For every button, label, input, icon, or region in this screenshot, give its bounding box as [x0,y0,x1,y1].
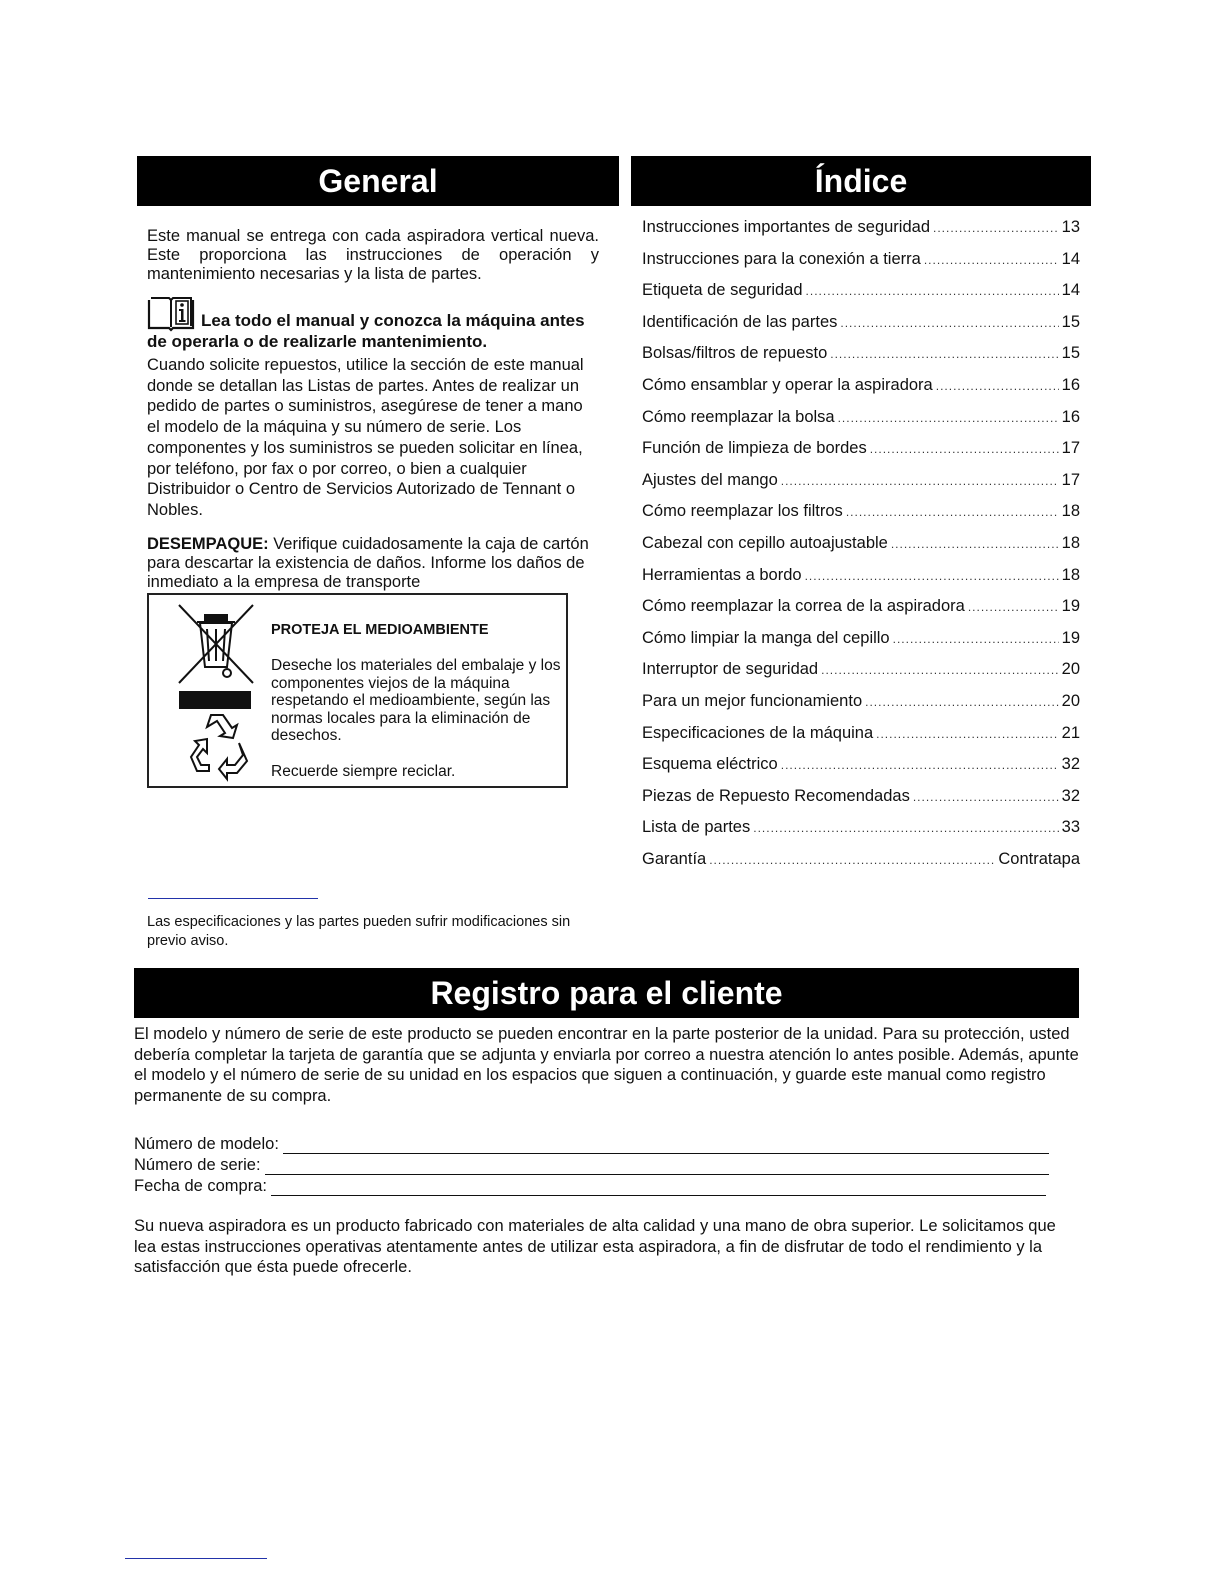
toc-entry[interactable] [642,718,1080,750]
toc-page: Contratapa [998,849,1080,868]
toc-entry[interactable] [642,275,1080,307]
unpack-label: DESEMPAQUE: [147,535,269,553]
general-heading: General [137,156,619,206]
model-number-field[interactable] [134,1134,1049,1154]
toc-label: Lista de partes [642,818,751,837]
toc-label: Especificaciones de la máquina [642,723,874,742]
toc-entry[interactable] [642,781,1080,813]
toc-page: 17 [1061,439,1080,458]
environment-body: Deseche los materiales del embalaje y los componentes viejos de la máquina respetando el medioambiente, según las normas locales para la eliminación de desechos. [271,657,561,744]
toc-label: Bolsas/filtros de repuesto [642,344,828,363]
toc-leader [753,813,1058,845]
toc-leader [936,371,1059,403]
parts-paragraph: Cuando solicite repuestos, utilice la sección de este manual donde se detallan las Listas de partes. Antes de realizar un pedido de partes o suministros, asegúrese de tener a mano el modelo de la máquina y su número de serie. Los componentes y los suministros se pueden solicitar en línea, por teléfono, por fax o por correo, o bien a cualquier Distribuidor o Centro de Servicios Autorizado de Tennant o Nobles. [147,356,584,519]
toc-leader [806,276,1059,308]
unpack-paragraph [147,535,599,592]
toc-leader [865,687,1059,719]
toc-entry[interactable] [642,338,1080,370]
unpack-text: Verifique cuidadosamente la caja de cartón para descartar la existencia de daños. Informe los daños de inmediato a la empresa de transporte [147,535,589,591]
toc-leader [781,466,1059,498]
purchase-date-field[interactable] [134,1176,1046,1196]
toc-page: 33 [1061,818,1080,837]
toc-label: Cómo reemplazar los filtros [642,502,843,521]
toc-label: Identificación de las partes [642,312,838,331]
toc-page: 20 [1061,691,1080,710]
toc-leader [870,434,1059,466]
toc-entry[interactable] [642,528,1080,560]
toc-page: 14 [1061,249,1080,268]
purchase-date-label: Fecha de compra: [134,1177,267,1195]
toc-page: 19 [1061,597,1080,616]
model-number-line[interactable] [283,1139,1049,1154]
environment-recycle: Recuerde siempre reciclar. [271,763,456,780]
model-number-label: Número de modelo: [134,1135,279,1153]
toc-label: Cómo reemplazar la bolsa [642,407,835,426]
toc-label: Garantía [642,849,707,868]
toc-page: 18 [1061,565,1080,584]
toc-leader [846,497,1059,529]
toc-page: 15 [1061,344,1080,363]
footnote-divider [148,898,318,899]
toc-label: Cómo reemplazar la correa de la aspiradora [642,597,965,616]
general-intro: Este manual se entrega con cada aspiradora vertical nueva. Este proporciona las instrucciones de operación y mantenimiento necesarias y la lista de partes. [147,227,599,283]
registro-text: El modelo y número de serie de este producto se pueden encontrar en la parte posterior de la unidad. Para su protección, usted debería completar la tarjeta de garantía que se adjunta y enviarla por correo a nuestra atención lo antes posible. Además, apunte el modelo y el número de serie de su unidad en los espacios que siguen a continuación, y guarde este manual como registro permanente de su compra. [134,1025,1079,1106]
toc-leader [968,592,1059,624]
toc-label: Función de limpieza de bordes [642,439,867,458]
environment-icons [177,603,257,783]
toc-page: 14 [1061,281,1080,300]
crossed-bin-icon [179,605,253,683]
toc-leader [933,213,1059,245]
toc-entry[interactable] [642,370,1080,402]
toc-entry[interactable] [642,591,1080,623]
toc-entry[interactable] [642,812,1080,844]
registro-heading: Registro para el cliente [134,968,1079,1018]
toc-label: Interruptor de seguridad [642,660,819,679]
toc-page: 16 [1061,375,1080,394]
toc-label: Instrucciones para la conexión a tierra [642,249,921,268]
toc-leader [913,782,1059,814]
toc-leader [821,655,1059,687]
toc-page: 13 [1061,218,1080,236]
serial-number-field[interactable] [134,1155,1049,1175]
index-heading: Índice [631,156,1091,206]
toc-page: 20 [1061,660,1080,679]
toc-entry[interactable] [642,212,1080,244]
toc-page: 32 [1061,755,1080,774]
toc-leader [840,308,1058,340]
recycle-icon [191,715,247,779]
toc-leader [709,845,995,877]
toc-page: 32 [1061,786,1080,805]
toc-label: Para un mejor funcionamiento [642,691,863,710]
serial-number-label: Número de serie: [134,1156,261,1174]
purchase-date-line[interactable] [271,1181,1046,1196]
bottom-divider [125,1558,267,1559]
toc-leader [891,529,1059,561]
toc-leader [805,561,1059,593]
toc-entry[interactable] [642,560,1080,592]
toc-label: Cabezal con cepillo autoajustable [642,533,888,552]
toc-entry[interactable] [642,402,1080,434]
toc-label: Piezas de Repuesto Recomendadas [642,786,910,805]
toc-page: 16 [1061,407,1080,426]
toc-entry[interactable] [642,686,1080,718]
toc-label: Cómo ensamblar y operar la aspiradora [642,375,933,394]
toc-entry[interactable] [642,433,1080,465]
toc-entry[interactable] [642,465,1080,497]
toc-label: Ajustes del mango [642,470,778,489]
read-notice-text: Lea todo el manual y conozca la máquina antes de operarla o de realizarle mantenimiento. [147,311,585,351]
environment-box [147,593,568,788]
toc-page: 18 [1061,502,1080,521]
toc-page: 15 [1061,312,1080,331]
toc-leader [830,339,1058,371]
serial-number-line[interactable] [265,1160,1049,1175]
table-of-contents [642,212,1080,875]
toc-label: Esquema eléctrico [642,755,778,774]
toc-leader [893,624,1059,656]
toc-page: 19 [1061,628,1080,647]
book-info-icon [147,294,195,332]
read-manual-notice [147,294,602,352]
toc-leader [924,245,1059,277]
footnote: Las especificaciones y las partes pueden sufrir modificaciones sin previo aviso. [147,914,571,949]
toc-leader [781,750,1059,782]
toc-page: 18 [1061,533,1080,552]
toc-entry[interactable] [642,307,1080,339]
toc-entry[interactable] [642,844,1080,876]
toc-entry[interactable] [642,623,1080,655]
toc-entry[interactable] [642,749,1080,781]
toc-page: 17 [1061,470,1080,489]
toc-label: Instrucciones importantes de seguridad [642,218,930,236]
environment-title: PROTEJA EL MEDIOAMBIENTE [271,622,489,638]
toc-label: Herramientas a bordo [642,565,802,584]
toc-entry[interactable] [642,244,1080,276]
toc-leader [838,403,1059,435]
closing-paragraph: Su nueva aspiradora es un producto fabricado con materiales de alta calidad y una mano de obra superior. Le solicitamos que lea estas instrucciones operativas atentamente antes de utilizar esta aspiradora, a fin de disfrutar de todo el rendimiento y la satisfacción que ésta puede ofrecerle. [134,1217,1056,1277]
toc-label: Cómo limpiar la manga del cepillo [642,628,890,647]
toc-page: 21 [1061,723,1080,742]
toc-leader [876,719,1059,751]
toc-entry[interactable] [642,496,1080,528]
toc-entry[interactable] [642,654,1080,686]
toc-label: Etiqueta de seguridad [642,281,803,300]
